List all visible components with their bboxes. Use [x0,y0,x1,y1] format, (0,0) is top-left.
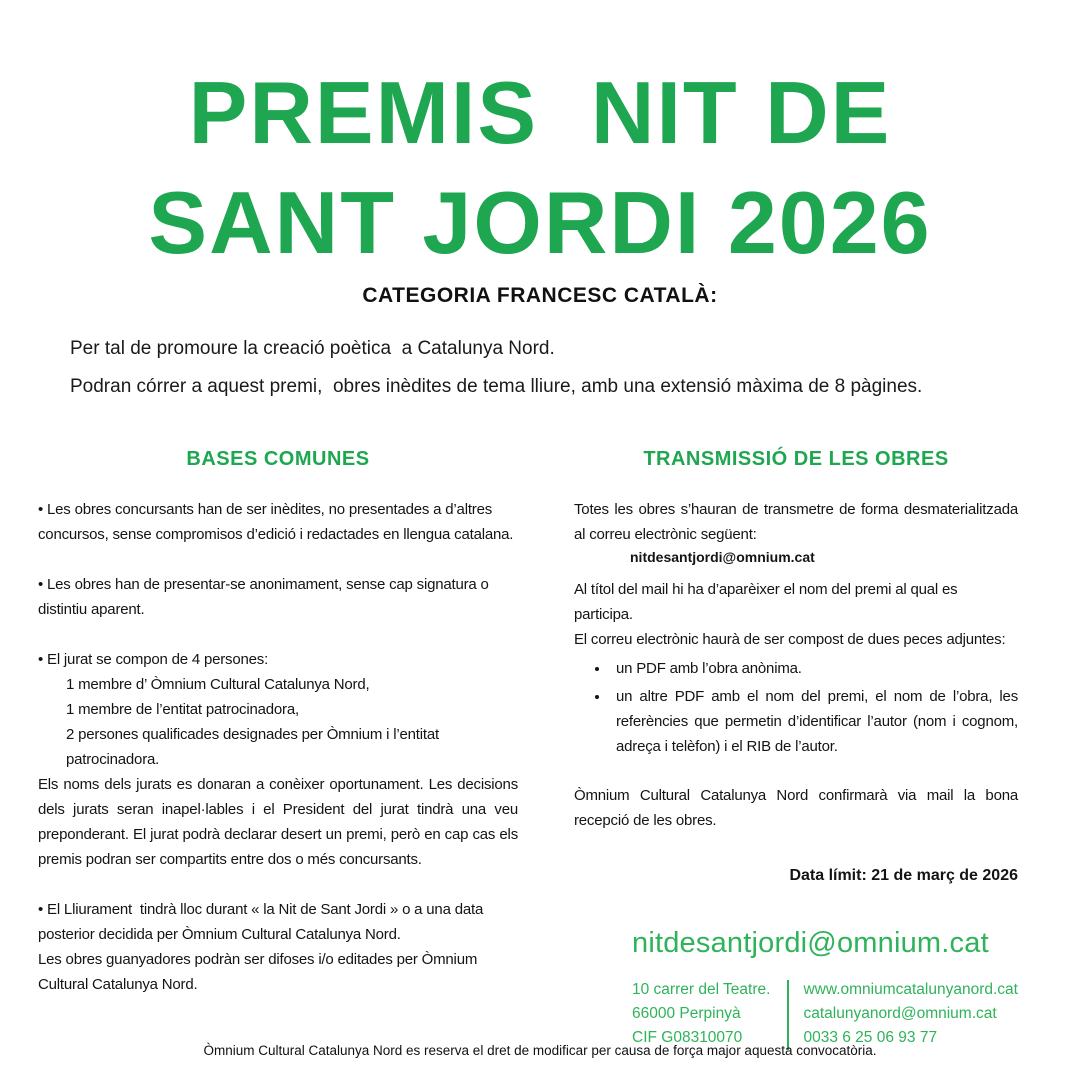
intro-line-1: Per tal de promoure la creació poètica a Catalunya Nord. [70,338,555,359]
vertical-divider [787,980,789,1050]
contact-columns [632,978,1018,1050]
section-transmissio [574,448,1018,1050]
attachment-item: • un altre PDF amb el nom del premi, el nom de l’obra, les referències que permetin d’identificar l’autor (nom i cognom, adreça i telèfon) i el RIB de l’autor. [610,684,1018,759]
website-link[interactable]: www.omniumcatalunyanord.cat [803,981,1018,998]
attachment-item: • un PDF amb l’obra anònima. [610,656,1018,681]
submission-paragraph: Al títol del mail hi ha d’aparèixer el nom del premi al qual es participa. [574,581,958,623]
page-title [0,58,1080,278]
submission-paragraph: Totes les obres s’hauran de transmetre de forma desmaterialitzada al correu electrònic següent: [574,501,1018,543]
attachments-list [610,656,1018,759]
transmissio-heading: TRANSMISSIÓ DE LES OBRES [643,448,949,470]
section-bases-comunes [38,448,518,1050]
confirmation-paragraph: Òmnium Cultural Catalunya Nord confirmarà via mail la bona recepció de les obres. [574,787,1018,829]
jury-member-line: 2 persones qualificades designades per Òmnium i l’entitat patrocinadora. [66,726,439,768]
jury-member-line: 1 membre de l’entitat patrocinadora, [66,701,299,718]
contact-address [632,978,773,1050]
address-line: 10 carrer del Teatre. [632,981,771,998]
contact-info [803,978,1018,1050]
intro-text [70,330,1050,406]
rule-paragraph: • Les obres han de presentar-se anonimament, sense cap signatura o distintiu aparent. [38,576,489,618]
rule-paragraph: Les obres guanyadores podràn ser difoses i/o editades per Òmnium Cultural Catalunya Nord. [38,951,478,993]
address-line: CIF G08310070 [632,1029,743,1046]
submission-paragraph: El correu electrònic haurà de ser compost de dues peces adjuntes: [574,631,1006,648]
rule-paragraph: • El Lliurament tindrà lloc durant « la Nit de Sant Jordi » o a una data posterior decidida per Òmnium Cultural Catalunya Nord. [38,901,488,943]
category-subtitle: CATEGORIA FRANCESC CATALÀ: [362,284,718,307]
bases-comunes-heading: BASES COMUNES [186,448,370,470]
intro-line-2: Podran córrer a aquest premi, obres inèdites de tema lliure, amb una extensió màxima de 8 pàgines. [70,376,923,397]
jury-member-line: 1 membre d’ Òmnium Cultural Catalunya Nord, [66,676,370,693]
submission-email[interactable]: nitdesantjordi@omnium.cat [630,549,815,565]
footer-disclaimer: Òmnium Cultural Catalunya Nord es reserva el dret de modificar per causa de força major aquesta convocatòria. [203,1043,877,1058]
rule-paragraph: • El jurat se compon de 4 persones: [38,651,269,668]
address-line: 66000 Perpinyà [632,1005,741,1022]
title-line-2: SANT JORDI 2026 [148,173,932,272]
rule-paragraph: • Les obres concursants han de ser inèdites, no presentades a d’altres concursos, sense compromisos d’edició i redactades en llengua catalana. [38,501,514,543]
title-line-1: PREMIS NIT DE [188,63,892,162]
contact-block [574,927,1018,1050]
two-column-body [38,448,1018,1050]
deadline-text: Data límit: 21 de març de 2026 [789,867,1018,884]
phone-number: 0033 6 25 06 93 77 [803,1029,938,1046]
contact-email-link[interactable]: nitdesantjordi@omnium.cat [632,927,989,959]
rule-paragraph: Els noms dels jurats es donaran a conèixer oportunament. Les decisions dels jurats seran inapel·lables i el President del jurat tindrà una veu preponderant. El jurat podrà declarar desert un premi, però en cap cas els premis podran ser compartits entre dos o més concursants. [38,776,518,868]
secondary-email-link[interactable]: catalunyanord@omnium.cat [803,1005,997,1022]
